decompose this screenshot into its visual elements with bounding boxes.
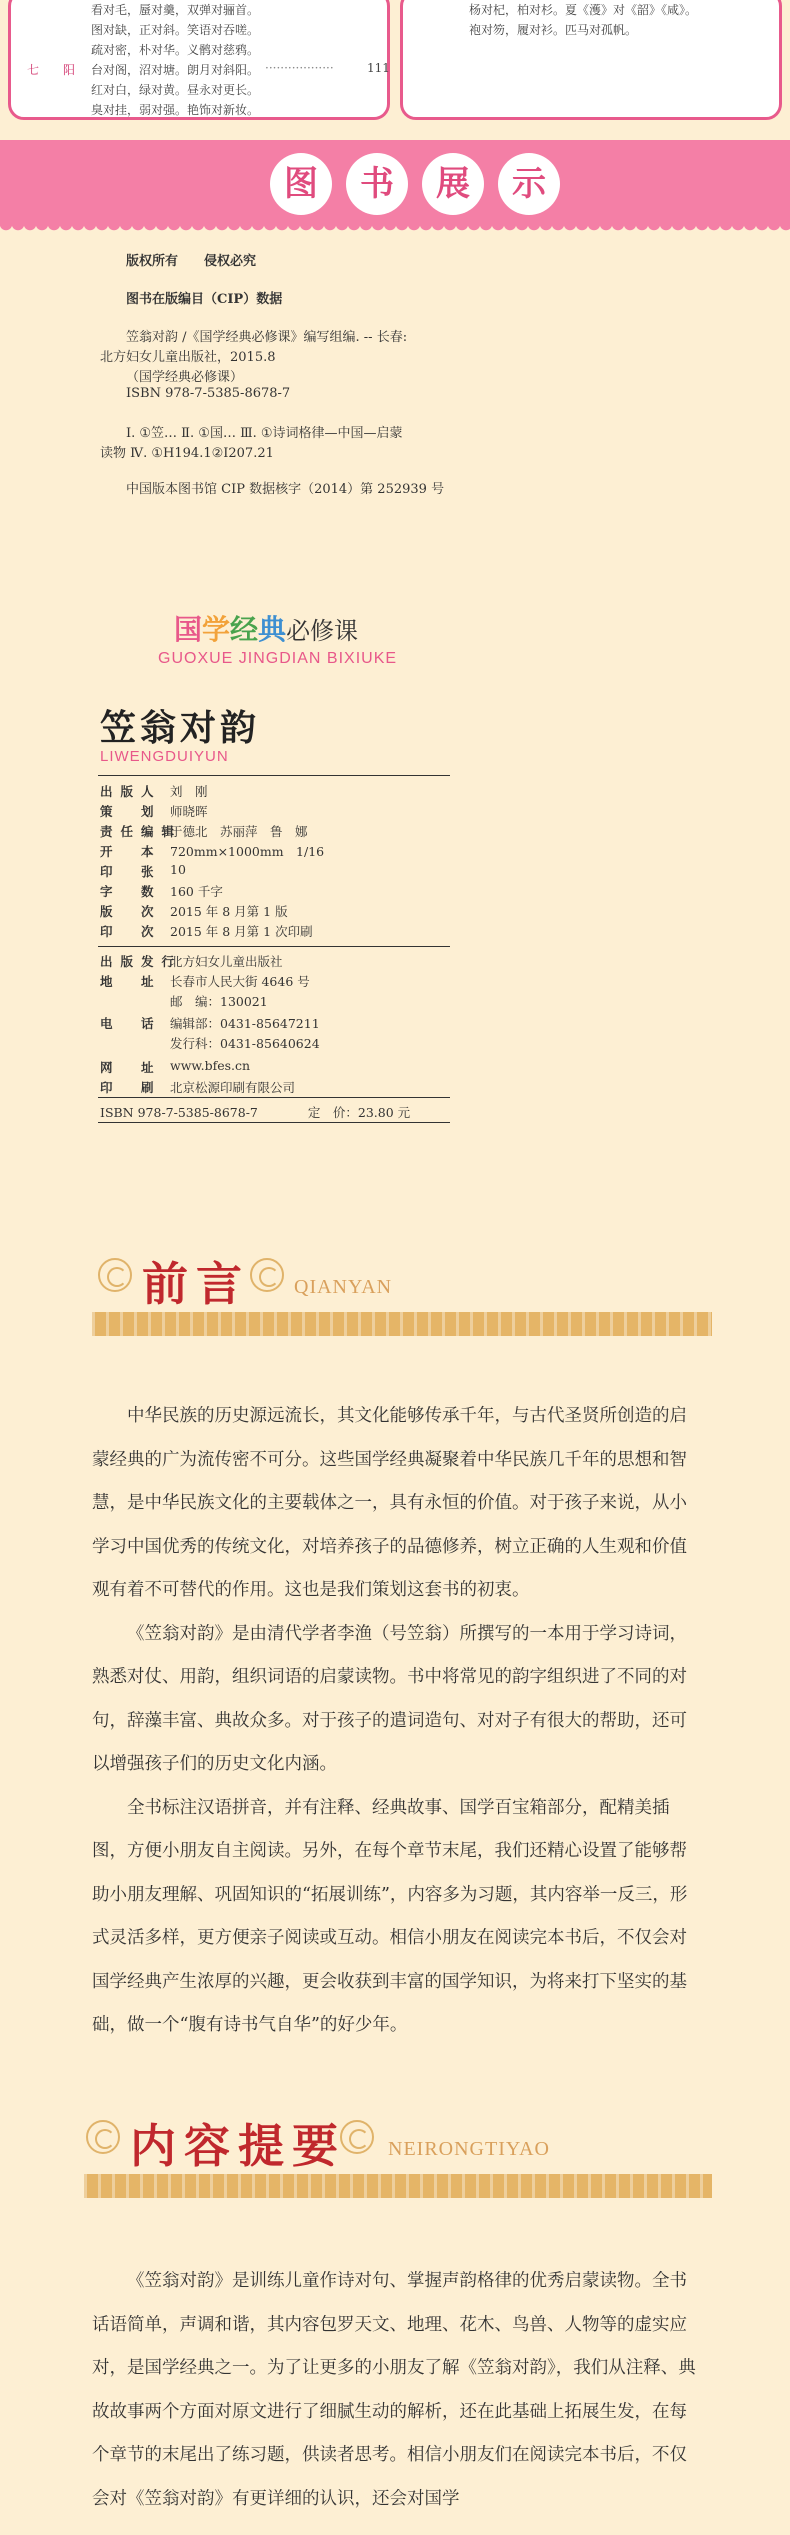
logo-char: 国 — [174, 613, 203, 646]
toc-line: 杨对杞，柏对杉。夏《濩》对《韶》《咸》。 — [469, 3, 698, 17]
swirl-ornament-icon — [86, 2120, 120, 2154]
banner-scallop-edge — [0, 224, 790, 236]
logo-suffix: 必修课 — [286, 617, 359, 645]
cip-line: ISBN 978-7-5385-8678-7 — [126, 386, 291, 401]
pub-info-value: 2015 年 8 月第 1 次印刷 — [170, 924, 313, 939]
banner-title — [270, 153, 546, 215]
pub-info-value: 160 千字 — [170, 884, 223, 899]
pub-info-key: 印 张 — [100, 864, 162, 879]
preface-title: 前言 — [142, 1257, 250, 1311]
cip-heading: 图书在版编目（CIP）数据 — [126, 292, 283, 307]
pub-info-value: 师晓晖 — [170, 804, 208, 819]
pub-info-value: www.bfes.cn — [170, 1058, 251, 1073]
toc-strip — [0, 0, 790, 132]
book-title-pinyin: LIWENGDUIYUN — [100, 748, 229, 765]
swirl-ornament-icon — [98, 1258, 132, 1292]
pub-info-key: 印 次 — [100, 924, 162, 939]
pub-info-value: 发行科：0431-85640624 — [170, 1036, 320, 1051]
decorative-band — [92, 1312, 712, 1336]
series-logo — [174, 608, 358, 648]
pub-info-value: 邮 编：130021 — [170, 994, 268, 1009]
toc-line: 看对毛，蜃对羹，双弹对骊首。 — [91, 3, 260, 17]
logo-char: 典 — [258, 613, 287, 646]
cip-line: 笠翁对韵 /《国学经典必修课》编写组编. -- 长春: — [126, 330, 408, 345]
summary-title: 内容提要 — [130, 2119, 346, 2173]
pub-info-key: 出版人 — [100, 784, 162, 799]
logo-pinyin: GUOXUE JINGDIAN BIXIUKE — [158, 650, 398, 667]
pub-info-key: 版 次 — [100, 904, 162, 919]
pub-info-value: 10 — [170, 862, 186, 877]
cip-line: Ⅰ. ①笠… Ⅱ. ①国… Ⅲ. ①诗词格律—中国—启蒙 — [126, 426, 403, 441]
pub-info-key: 责任编辑 — [100, 824, 183, 839]
toc-line: 袍对笏，履对衫。匹马对孤帆。 — [469, 23, 638, 37]
toc-page-number: 111 — [367, 61, 390, 75]
preface-paragraph: 中华民族的历史源远流长，其文化能够传承千年，与古代圣贤所创造的启蒙经典的广为流传密不可分。这些国学经典凝聚着中华民族几千年的思想和智慧，是中华民族文化的主要载体之一，具有永恒的价值。对于孩子来说，从小学习中国优秀的传统文化，对培养孩子的品德修养，树立正确的人生观和价值观有着不可替代的作用。这也是我们策划这套书的初衷。 — [92, 1406, 687, 1600]
banner-char: 书 — [346, 153, 408, 215]
summary-pinyin: NEIRONGTIYAO — [388, 2138, 550, 2160]
pub-info-key: 开 本 — [100, 844, 162, 859]
toc-card-right — [400, 0, 782, 120]
isbn-price: ISBN 978-7-5385-8678-7 定 价：23.80 元 — [100, 1105, 411, 1120]
book-title: 笠翁对韵 — [100, 707, 261, 749]
pub-info-value: 2015 年 8 月第 1 版 — [170, 904, 288, 919]
pub-info-key: 地 址 — [100, 974, 162, 989]
pub-info-key: 策 划 — [100, 804, 162, 819]
pub-info-value: 长春市人民大街 4646 号 — [170, 974, 310, 989]
preface-body — [92, 1395, 702, 2048]
toc-line: 红对白，绿对黄。昼永对更长。 — [91, 83, 260, 97]
swirl-ornament-icon — [340, 2120, 374, 2154]
logo-char: 学 — [202, 613, 231, 646]
preface-pinyin: QIANYAN — [294, 1276, 393, 1298]
swirl-ornament-icon — [250, 1258, 284, 1292]
toc-dots: ·················· — [265, 61, 334, 75]
pub-info-key: 印 刷 — [100, 1080, 162, 1095]
summary-paragraph: 《笠翁对韵》是训练儿童作诗对句、掌握声韵格律的优秀启蒙读物。全书话语简单，声调和谐，其内容包罗天文、地理、花木、鸟兽、人物等的虚实应对，是国学经典之一。为了让更多的小朋友了解《笠翁对韵》，我们从注释、典故故事两个方面对原文进行了细腻生动的解析，还在此基础上拓展生发，在每个章节的末尾出了练习题，供读者思考。相信小朋友们在阅读完本书后，不仅会对《笠翁对韵》有更详细的认识，还会对国学 — [92, 2271, 696, 2509]
toc-chapter-name: 阳 — [63, 63, 76, 77]
cip-line: 读物 Ⅳ. ①H194.1②I207.21 — [100, 446, 274, 461]
pub-info-key: 网 址 — [100, 1060, 162, 1075]
toc-line: 台对阁，沼对塘。朗月对斜阳。 — [91, 63, 260, 77]
cip-line: 中国版本图书馆 CIP 数据核字（2014）第 252939 号 — [126, 482, 445, 497]
toc-card-left — [8, 0, 390, 120]
banner-char: 示 — [498, 153, 560, 215]
pub-info-key: 出版发行 — [100, 954, 183, 969]
summary-body — [92, 2260, 702, 2521]
pub-info-value: 于德北 苏丽萍 鲁 娜 — [170, 824, 308, 839]
pub-info-value: 编辑部：0431-85647211 — [170, 1016, 320, 1031]
preface-paragraph: 全书标注汉语拼音，并有注释、经典故事、国学百宝箱部分，配精美插图，方便小朋友自主阅读。另外，在每个章节末尾，我们还精心设置了能够帮助小朋友理解、巩固知识的“拓展训练”，内容多为习题，其内容举一反三，形式灵活多样，更方便亲子阅读或互动。相信小朋友在阅读完本书后，不仅会对国学经典产生浓厚的兴趣，更会收获到丰富的国学知识，为将来打下坚实的基础，做一个“腹有诗书气自华”的好少年。 — [92, 1797, 688, 2035]
divider — [98, 946, 450, 947]
toc-line: 臭对挂，弱对强。艳饰对新妆。 — [91, 103, 260, 117]
pub-info-value: 720mm×1000mm 1/16 — [170, 844, 325, 859]
copyright-notice: 版权所有 侵权必究 — [126, 254, 257, 269]
divider — [98, 1097, 450, 1098]
cip-line: （国学经典必修课） — [126, 370, 244, 385]
toc-line: 图对缺，正对斜。笑语对吞嗟。 — [91, 23, 260, 37]
cip-line: 北方妇女儿童出版社，2015.8 — [100, 350, 276, 365]
toc-chapter-number: 七 — [27, 63, 40, 77]
divider — [98, 1122, 450, 1123]
logo-char: 经 — [230, 613, 259, 646]
banner-char: 展 — [422, 153, 484, 215]
decorative-band — [84, 2174, 712, 2198]
divider — [98, 775, 450, 776]
pub-info-value: 刘 刚 — [170, 784, 208, 799]
pub-info-value: 北京松源印刷有限公司 — [170, 1080, 296, 1095]
pub-info-key: 电 话 — [100, 1016, 162, 1031]
preface-paragraph: 《笠翁对韵》是由清代学者李渔（号笠翁）所撰写的一本用于学习诗词，熟悉对仗、用韵，组织词语的启蒙读物。书中将常见的韵字组织进了不同的对句，辞藻丰富、典故众多。对于孩子的遣词造句、对对子有很大的帮助，还可以增强孩子们的历史文化内涵。 — [92, 1623, 687, 1774]
pub-info-value: 北方妇女儿童出版社 — [170, 954, 283, 969]
toc-line: 疏对密，朴对华。义鹘对慈鸦。 — [91, 43, 260, 57]
pub-info-key: 字 数 — [100, 884, 162, 899]
banner-char: 图 — [270, 153, 332, 215]
